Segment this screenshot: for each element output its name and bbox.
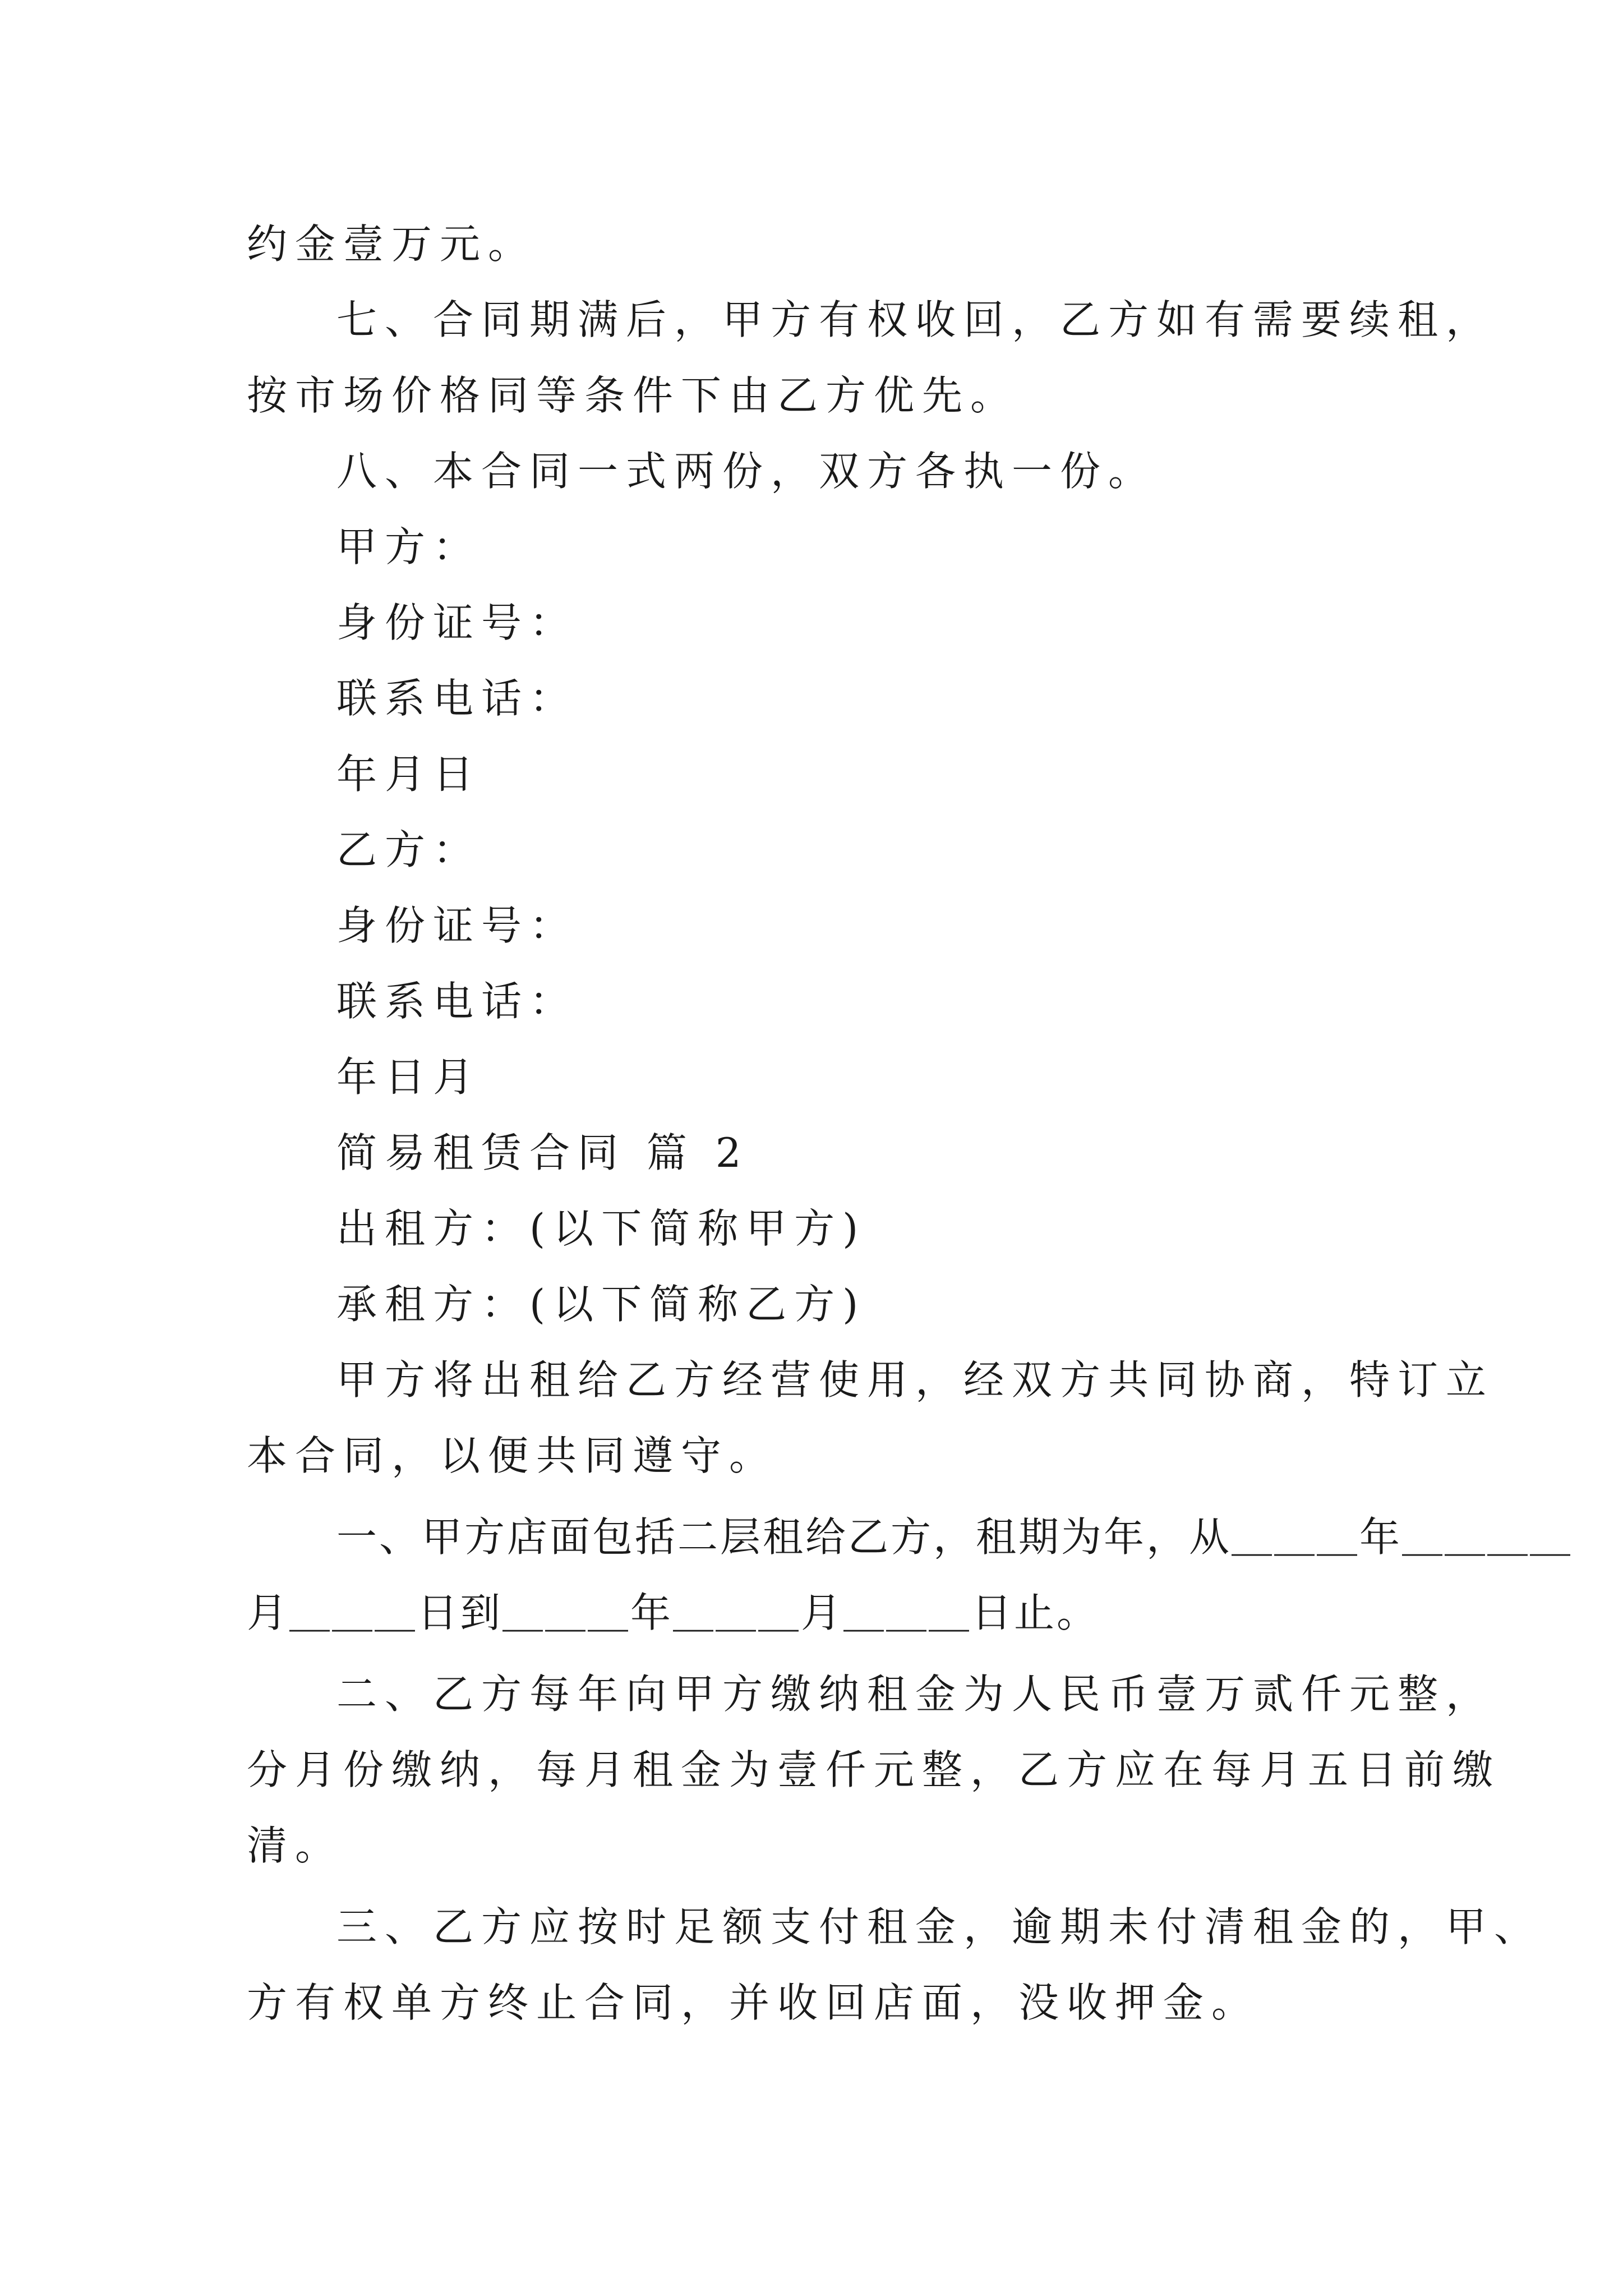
text-line: 年月日 [336, 751, 482, 798]
text-line: 本合同，以便共同遵守。 [247, 1432, 778, 1479]
section-title: 简易租赁合同 篇 2 [336, 1129, 749, 1176]
text-line: 按市场价格同等条件下由乙方优先。 [247, 372, 1019, 419]
text-line: 七、合同期满后，甲方有权收回，乙方如有需要续租， [336, 296, 1495, 343]
text-line: 乙方： [336, 826, 482, 873]
text-line: 甲方： [336, 523, 482, 570]
text-line: 清。 [247, 1822, 344, 1869]
text-line: 甲方将出租给乙方经营使用，经双方共同协商，特订立 [336, 1356, 1495, 1404]
text-line: 分月份缴纳，每月租金为壹仟元整，乙方应在每月五日前缴 [247, 1746, 1501, 1793]
text-line: 八、本合同一式两份，双方各执一份。 [336, 448, 1157, 495]
text-line: 二、乙方每年向甲方缴纳租金为人民币壹万贰仟元整， [336, 1671, 1495, 1718]
text-line: 月＿＿＿日到＿＿＿年＿＿＿月＿＿＿日止。 [247, 1589, 1100, 1636]
text-line: 身份证号： [336, 902, 578, 949]
text-line: 身份证号： [336, 599, 578, 646]
text-line: 方有权单方终止合同，并收回店面，没收押金。 [247, 1979, 1260, 2026]
text-line: 一、甲方店面包括二层租给乙方，租期为年，从＿＿＿年＿＿＿＿ [336, 1513, 1573, 1561]
text-line: 出租方：(以下简称甲方) [336, 1205, 866, 1252]
text-line: 三、乙方应按时足额支付租金，逾期未付清租金的，甲、 [336, 1903, 1543, 1950]
text-line: 承租方：(以下简称乙方) [336, 1281, 866, 1328]
text-line: 联系电话： [336, 978, 578, 1025]
text-line: 年日月 [336, 1053, 482, 1101]
text-line: 联系电话： [336, 675, 578, 722]
text-line: 约金壹万元。 [247, 220, 537, 268]
